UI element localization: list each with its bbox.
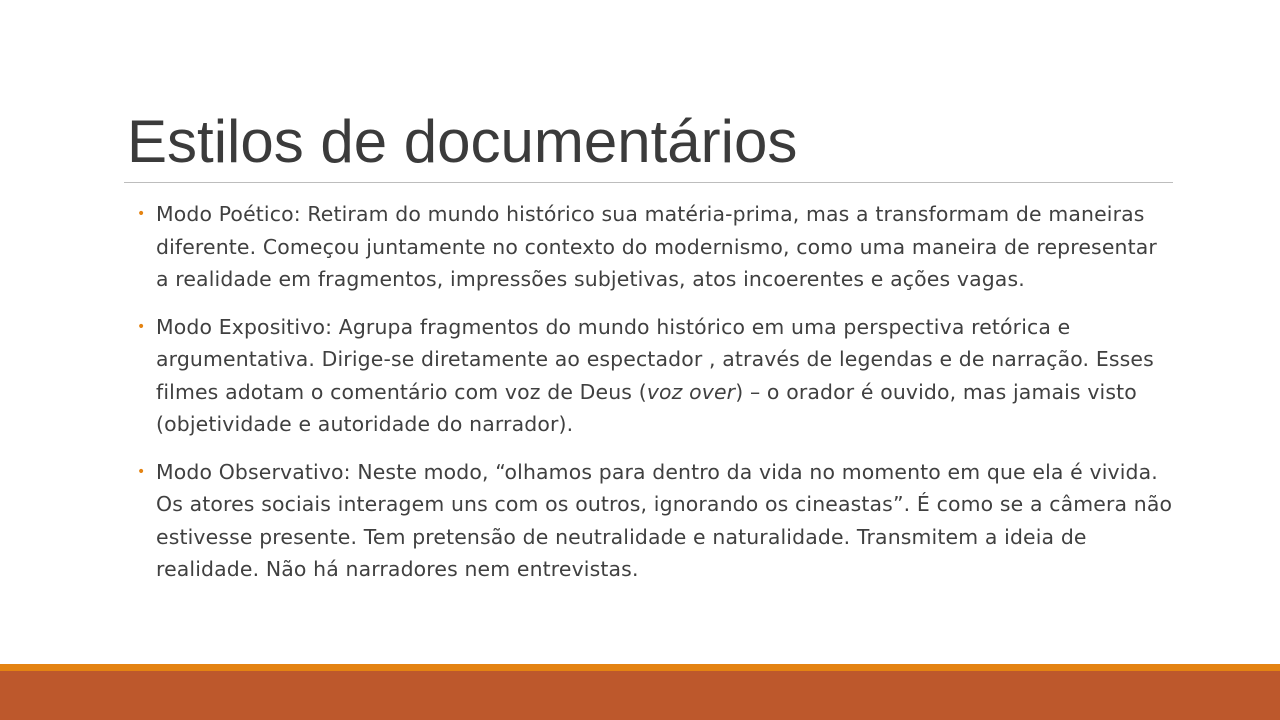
bullet-text xyxy=(156,315,1154,437)
bullet-text-italic: voz over xyxy=(646,379,736,404)
footer-accent-band xyxy=(0,664,1280,671)
bullet-dot-icon: • xyxy=(137,318,146,335)
bullet-dot-icon: • xyxy=(137,463,146,480)
title-divider xyxy=(124,182,1173,183)
bullet-text: Modo Poético: Retiram do mundo histórico sua matéria-prima, mas a transformam de maneiras diferente. Começou juntamente no contexto do modernismo, como uma maneira de representar a realidade em fragmentos, impressões subjetivas, atos incoerentes e ações vagas. xyxy=(156,202,1157,291)
bullet-item-observativo xyxy=(137,456,1173,586)
bullet-text: Modo Observativo: Neste modo, “olhamos para dentro da vida no momento em que ela é vivida. Os atores sociais interagem uns com os outros, ignorando os cineastas”. É como se a câmera não estivesse presente. Tem pretensão de neutralidade e naturalidade. Transmitem a ideia de realidade. Não há narradores nem entrevistas. xyxy=(156,459,1173,581)
slide-title: Estilos de documentários xyxy=(127,108,798,175)
bullet-list xyxy=(137,198,1173,601)
bullet-dot-icon: • xyxy=(137,206,146,222)
footer-band xyxy=(0,671,1280,720)
bullet-text-part: ) – o orador é ouvido, mas jamais visto (objetividade e autoridade do narrador). xyxy=(156,379,1137,436)
bullet-item-expositivo xyxy=(137,311,1173,441)
bullet-item-poetico xyxy=(137,198,1173,296)
bullet-text-part: Modo Expositivo: Agrupa fragmentos do mundo histórico em uma perspectiva retórica e argumentativa. Dirige-se diretamente ao espectador , através de legendas e de narração. Esses filmes adotam o comentário com voz de Deus ( xyxy=(156,314,1154,404)
